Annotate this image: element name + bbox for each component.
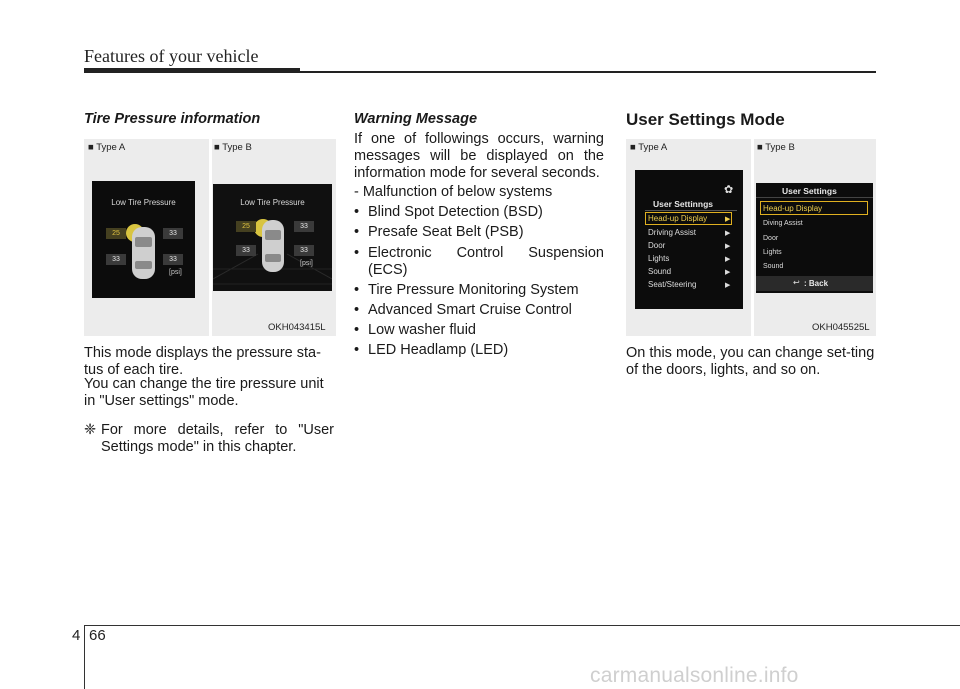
menu-item-diving-assist[interactable]: Diving Assist [763, 220, 803, 227]
bullet-icon: • [354, 322, 360, 339]
warning-heading: Warning Message [354, 111, 478, 127]
tire-pressure-figure [84, 139, 336, 336]
gear-icon: ✿ [724, 184, 734, 196]
settings-screen-a [635, 170, 743, 309]
list-item-text: Presafe Seat Belt (PSB) [368, 224, 524, 241]
list-item [354, 322, 604, 339]
tire-screen-title: Low Tire Pressure [111, 198, 176, 207]
chapter-number: 4 [72, 627, 81, 644]
list-item-text: Blind Spot Detection (BSD) [368, 204, 543, 221]
user-settings-figure [626, 139, 876, 336]
type-b-label: ■ Type B [214, 142, 252, 153]
menu-item-door[interactable]: Door [763, 235, 779, 242]
settings-screen-b [756, 183, 873, 293]
footer-horizontal-rule [84, 625, 960, 626]
footer-vertical-rule [84, 625, 85, 689]
list-item [354, 302, 604, 319]
list-item [354, 224, 604, 241]
tire-rear-right: 33 [294, 245, 314, 256]
tire-rear-left: 33 [236, 245, 256, 256]
header-title: Features of your vehicle [84, 46, 259, 66]
chevron-right-icon: ▶ [725, 282, 731, 289]
bullet-icon: • [354, 204, 360, 221]
tire-front-right: 33 [163, 228, 183, 239]
header-rule-thin [300, 71, 876, 73]
tire-rear-left: 33 [106, 254, 126, 265]
menu-item-sound[interactable]: Sound [763, 263, 784, 270]
list-item [354, 184, 604, 201]
figure-divider [209, 139, 212, 336]
page-number: 66 [89, 627, 106, 644]
list-item-text: Advanced Smart Cruise Control [368, 301, 572, 318]
tire-front-left: 25 [106, 228, 126, 239]
list-item [354, 245, 604, 279]
menu-item-head-up-display[interactable]: Head-up Display [648, 214, 708, 223]
tire-screen-title: Low Tire Pressure [240, 198, 305, 207]
user-settings-heading: User Settings Mode [626, 110, 785, 129]
list-item-text: Electronic Control Suspension (ECS) [368, 244, 604, 278]
pressure-unit: [psi] [300, 260, 313, 267]
tire-front-right: 33 [294, 221, 314, 232]
bullet-icon: • [354, 224, 360, 241]
chevron-right-icon: ▶ [725, 256, 731, 263]
list-item [354, 204, 604, 221]
bullet-icon: • [354, 281, 360, 298]
menu-title-rule [645, 210, 737, 211]
tire-pressure-paragraph-1: This mode displays the pressure sta-tus of each tire. [84, 345, 321, 378]
list-item-text: Low washer fluid [368, 322, 476, 339]
chevron-right-icon: ▶ [725, 230, 731, 237]
menu-item-sound[interactable]: Sound [648, 267, 672, 276]
chevron-right-icon: ▶ [725, 243, 731, 250]
list-item-text: Tire Pressure Monitoring System [368, 281, 579, 298]
menu-item-head-up-display[interactable]: Head-up Display [763, 204, 823, 213]
tire-screen-a [92, 181, 195, 298]
bullet-icon: • [354, 301, 360, 318]
tire-front-left: 25 [236, 221, 256, 232]
bullet-icon: • [354, 244, 360, 261]
menu-item-lights[interactable]: Lights [763, 249, 782, 256]
list-item [354, 342, 604, 359]
back-arrow-icon: ↩ [793, 278, 800, 287]
menu-title-rule [756, 197, 873, 198]
menu-item-lights[interactable]: Lights [648, 254, 670, 263]
tire-pressure-paragraph-2: You can change the tire pressure unit in "User settings" mode. [84, 376, 324, 409]
tire-pressure-heading: Tire Pressure information [84, 111, 261, 127]
back-button[interactable]: : Back [804, 279, 829, 288]
car-top-icon [92, 181, 195, 298]
type-a-label: ■ Type A [630, 142, 668, 153]
menu-title: User Settings [782, 186, 837, 196]
pressure-unit: [psi] [169, 269, 182, 276]
bullet-icon: • [354, 342, 360, 359]
list-item [354, 282, 604, 299]
figure-divider [751, 139, 754, 336]
chevron-right-icon: ▶ [725, 216, 731, 223]
tire-screen-b [213, 184, 332, 291]
list-item-text: LED Headlamp (LED) [368, 342, 509, 359]
menu-item-door[interactable]: Door [648, 241, 666, 250]
warning-intro: If one of followings occurs, warning messages will be displayed on the information mode for several seconds. [354, 131, 604, 181]
car-top-icon [213, 184, 332, 291]
warning-list [354, 184, 604, 363]
type-a-label: ■ Type A [88, 142, 126, 153]
user-settings-paragraph: On this mode, you can change set-ting of the doors, lights, and so on. [626, 345, 875, 378]
menu-item-driving-assist[interactable]: Driving Assist [648, 228, 697, 237]
figure-code: OKH043415L [268, 322, 326, 333]
list-item-text: - Malfunction of below systems [354, 184, 553, 200]
chevron-right-icon: ▶ [725, 269, 731, 276]
tire-rear-right: 33 [163, 254, 183, 265]
header-rule [84, 68, 300, 73]
figure-code: OKH045525L [812, 322, 870, 333]
type-b-label: ■ Type B [757, 142, 795, 153]
watermark: carmanualsonline.info [590, 664, 799, 687]
menu-title: User Settinngs [653, 199, 713, 209]
note-symbol: ❈ [84, 422, 97, 438]
note-text: For more details, refer to "User Settings mode" in this chapter. [101, 422, 334, 455]
menu-item-seat-steering[interactable]: Seat/Steering [648, 280, 697, 289]
